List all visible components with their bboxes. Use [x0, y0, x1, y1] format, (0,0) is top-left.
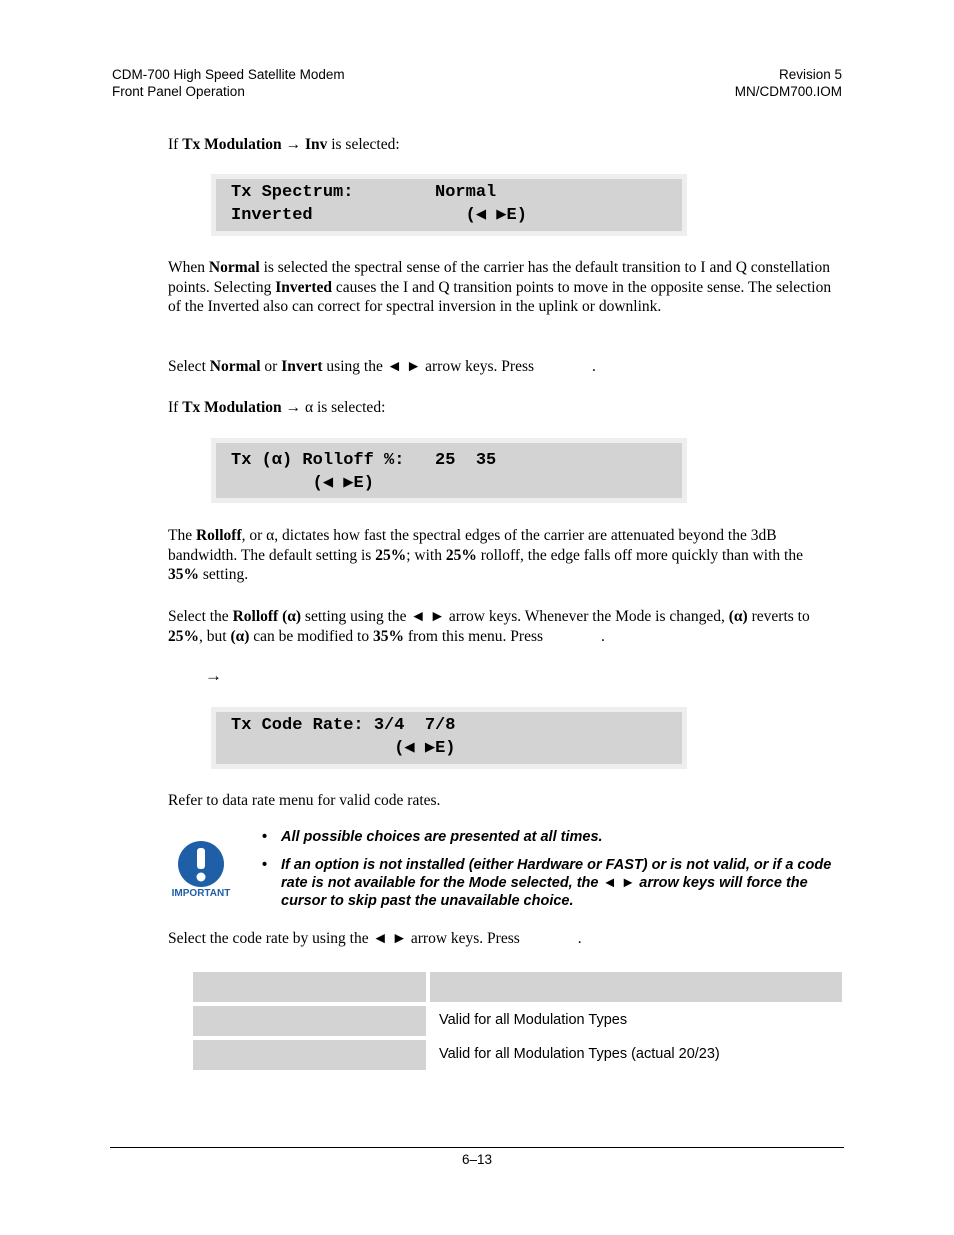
- text: setting using the ◄ ► arrow keys. Whenever the Mode is changed,: [301, 608, 729, 625]
- text: .: [592, 358, 596, 375]
- lcd-screen: [217, 180, 681, 230]
- lcd-line-2: Inverted (◀ ▶E): [231, 206, 527, 225]
- code-rate-arrow: →: [205, 666, 222, 685]
- text: rolloff, the edge falls off more quickly than with the: [476, 546, 803, 564]
- bold-text: 35%: [372, 627, 404, 645]
- bold-text: Inv: [304, 136, 328, 153]
- text: can be modified to: [249, 627, 373, 645]
- header-right: [735, 66, 842, 100]
- text: If: [168, 399, 183, 416]
- table-cell: [193, 1040, 426, 1070]
- bold-text: 25%: [375, 546, 407, 564]
- lcd-code-rate: [211, 707, 687, 769]
- select-code: [168, 929, 834, 949]
- bold-text: Tx Modulation: [182, 136, 282, 153]
- bold-text: Normal: [209, 358, 261, 375]
- bold-text: Tx Modulation: [182, 399, 282, 416]
- bullet-text: All possible choices are presented at all times.: [281, 829, 603, 845]
- bullet-dot: •: [262, 829, 268, 845]
- text: reverts to: [747, 608, 810, 625]
- text: , but: [199, 627, 231, 645]
- important-bullets: [262, 828, 842, 920]
- lcd-screen: [217, 713, 681, 763]
- important-label: IMPORTANT: [171, 888, 231, 899]
- bullet-text: If an option is not installed (either Hardware or FAST) or is not valid, or if a code rate is not available for the Mode selected, the ◄ ► arrow keys will force the cursor to skip past the unavailable choice.: [281, 857, 832, 909]
- lcd-spectrum: [211, 174, 687, 236]
- important-icon: [168, 838, 234, 904]
- text: Select the: [168, 608, 233, 625]
- text: setting.: [199, 566, 249, 584]
- header-left: [112, 66, 345, 100]
- lcd-line-2: (◀ ▶E): [231, 739, 456, 758]
- text: is selected the spectral sense of the carrier has the default transition to I and Q constellation points. Selecting: [168, 259, 830, 296]
- bold-text: Inverted: [275, 278, 333, 296]
- cell-text: Valid for all Modulation Types: [439, 1012, 628, 1028]
- select-rolloff: [168, 607, 834, 646]
- select-normal: [168, 357, 834, 377]
- text: using the ◄ ► arrow keys. Press: [322, 358, 535, 375]
- bold-text: (α): [230, 627, 250, 645]
- arrow-glyph: →: [281, 399, 305, 416]
- text: The: [168, 527, 196, 544]
- text: , or α, dictates how fast the spectral edges of the carrier are attenuated beyond the 3dB bandwidth. The default setting is: [168, 527, 777, 564]
- text: is selected:: [327, 136, 400, 153]
- important-exclamation-icon: [168, 838, 234, 888]
- text: If: [168, 136, 183, 153]
- header-doc-id: MN/CDM700.IOM: [734, 84, 842, 99]
- lcd-line-1: Tx Spectrum: Normal: [231, 183, 497, 202]
- header-title: CDM-700 High Speed Satellite Modem: [112, 67, 345, 82]
- bullet-dot: •: [262, 857, 268, 873]
- page-number: 6–13: [461, 1152, 493, 1167]
- bold-text: 25%: [168, 627, 199, 645]
- lcd-rolloff: [211, 438, 687, 503]
- table-header-row: [193, 972, 842, 1002]
- text: Select: [168, 358, 210, 375]
- refer-text: Refer to data rate menu for valid code rates.: [168, 792, 441, 809]
- arrow-glyph: →: [281, 136, 305, 153]
- lcd-line-1: Tx Code Rate: 3/4 7/8: [231, 716, 456, 735]
- lcd-screen: [217, 444, 681, 497]
- table-cell: [193, 1006, 426, 1036]
- text: ; with: [406, 546, 446, 564]
- bold-text: Invert: [281, 358, 323, 375]
- text: from this menu. Press: [403, 627, 544, 645]
- table-cell: [430, 972, 842, 1002]
- cell-text: Valid for all Modulation Types (actual 20/23): [439, 1046, 720, 1062]
- text: is selected:: [313, 399, 386, 416]
- header-revision: Revision 5: [778, 67, 842, 82]
- text: Select the code rate by using the ◄ ► arrow keys. Press: [168, 930, 520, 947]
- bold-text: Normal: [208, 259, 260, 276]
- bold-text: (α): [728, 608, 748, 625]
- lcd-line-1: Tx (α) Rolloff %: 25 35: [231, 451, 497, 470]
- table-cell: [193, 972, 426, 1002]
- table-cell: [430, 1040, 842, 1070]
- code-rate-table: [193, 972, 842, 1074]
- table-row: [193, 1040, 842, 1070]
- normal-paragraph: [168, 258, 834, 317]
- text: When: [168, 259, 209, 276]
- inv-intro: [168, 135, 834, 155]
- list-item: [262, 828, 842, 846]
- bold-text: 25%: [445, 546, 477, 564]
- bold-text: 35%: [168, 566, 199, 584]
- header-section: Front Panel Operation: [112, 84, 245, 99]
- alpha-glyph: α: [304, 399, 314, 416]
- text: causes the I and Q transition points to move in the opposite sense. The selection of the Inverted also can correct for spectral inversion in the uplink or downlink.: [168, 278, 832, 316]
- text: .: [601, 627, 605, 645]
- table-cell: [430, 1006, 842, 1036]
- text: or: [260, 358, 282, 375]
- bold-text: Rolloff (α): [232, 608, 302, 625]
- alpha-intro: [168, 398, 834, 418]
- text: .: [577, 930, 582, 947]
- list-item: [262, 856, 842, 910]
- lcd-line-2: (◀ ▶E): [231, 474, 374, 493]
- table-row: [193, 1006, 842, 1036]
- footer-divider: [110, 1147, 844, 1148]
- bold-text: Rolloff: [195, 527, 242, 544]
- rolloff-paragraph: [168, 526, 834, 585]
